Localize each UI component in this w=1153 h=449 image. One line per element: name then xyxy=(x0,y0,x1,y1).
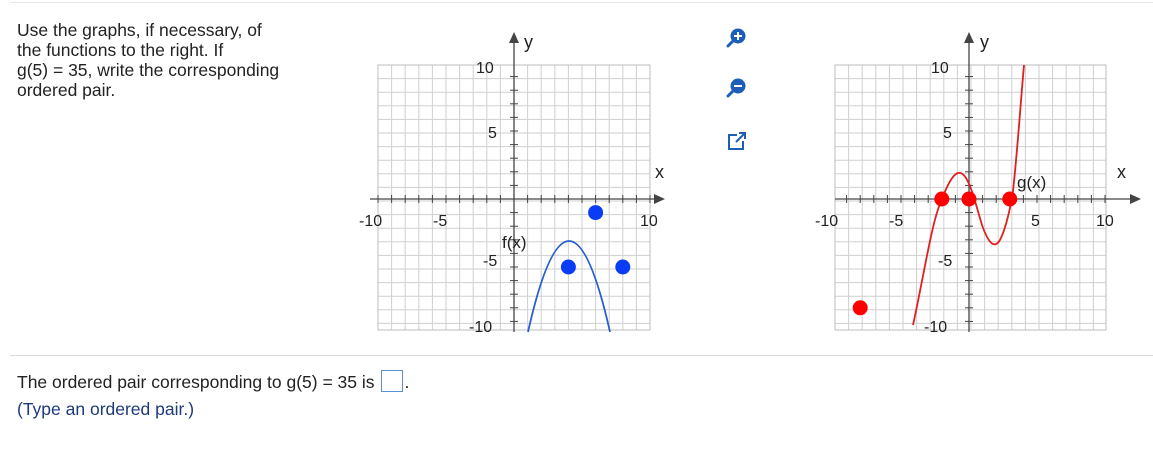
tick-label-y5: 5 xyxy=(488,125,497,142)
graph-g xyxy=(810,25,1150,340)
g-function-label: g(x) xyxy=(1017,173,1047,192)
tick-label-y10: 10 xyxy=(931,60,949,77)
zoom-in-button[interactable] xyxy=(726,27,748,49)
y-axis-label: y xyxy=(980,32,989,52)
question-line: ordered pair. xyxy=(17,80,116,100)
x-axis-label: x xyxy=(1117,162,1126,182)
f-function-label: f(x) xyxy=(502,233,527,252)
x-axis-label: x xyxy=(655,162,664,182)
plotted-point xyxy=(561,260,576,275)
zoom-in-icon xyxy=(726,27,748,49)
answer-prompt: The ordered pair corresponding to g(5) = 35 is xyxy=(17,372,375,392)
zoom-out-button[interactable] xyxy=(726,77,748,99)
tick-label-yneg10: -10 xyxy=(469,319,493,336)
question-line: Use the graphs, if necessary, of xyxy=(17,20,262,40)
answer-hint: (Type an ordered pair.) xyxy=(17,399,195,419)
plotted-point xyxy=(934,192,949,207)
tick-label-yneg5: -5 xyxy=(938,253,953,270)
x-axis-arrow xyxy=(654,194,665,204)
section-divider xyxy=(10,355,1153,356)
tick-label-x10: 10 xyxy=(1096,213,1114,230)
tick-label-xneg10: -10 xyxy=(359,213,383,230)
answer-input[interactable] xyxy=(381,370,403,392)
tick-label-x5: 5 xyxy=(1031,213,1040,230)
tick-label-xneg5: -5 xyxy=(433,213,448,230)
answer-period: . xyxy=(404,372,410,392)
answer-line xyxy=(17,372,409,394)
plotted-point xyxy=(615,260,630,275)
popout-button[interactable] xyxy=(726,130,748,152)
tick-label-yneg5: -5 xyxy=(483,253,498,270)
axes-g xyxy=(835,32,1141,332)
tick-label-y10: 10 xyxy=(476,60,494,77)
tick-label-xneg10: -10 xyxy=(815,213,839,230)
plotted-point xyxy=(853,300,868,315)
y-axis-arrow xyxy=(964,32,974,43)
zoom-out-icon xyxy=(726,77,748,99)
g-points xyxy=(853,192,1018,316)
question-line: g(5) = 35, write the corresponding xyxy=(17,60,280,80)
x-axis-arrow xyxy=(1130,194,1141,204)
tick-label-y5: 5 xyxy=(943,125,952,142)
f-curve xyxy=(528,241,610,332)
plotted-point xyxy=(1002,192,1017,207)
y-axis-label: y xyxy=(524,32,533,52)
plotted-point xyxy=(588,205,603,220)
plotted-point xyxy=(962,192,977,207)
tick-label-yneg10: -10 xyxy=(924,319,948,336)
tick-label-xneg5: -5 xyxy=(889,213,904,230)
popout-icon xyxy=(726,130,748,152)
question-line: the functions to the right. If xyxy=(17,40,224,60)
top-rule xyxy=(10,2,1153,3)
y-axis-arrow xyxy=(509,32,519,43)
graph-f xyxy=(350,25,670,340)
question-text xyxy=(17,20,317,100)
tick-label-x10: 10 xyxy=(640,213,658,230)
